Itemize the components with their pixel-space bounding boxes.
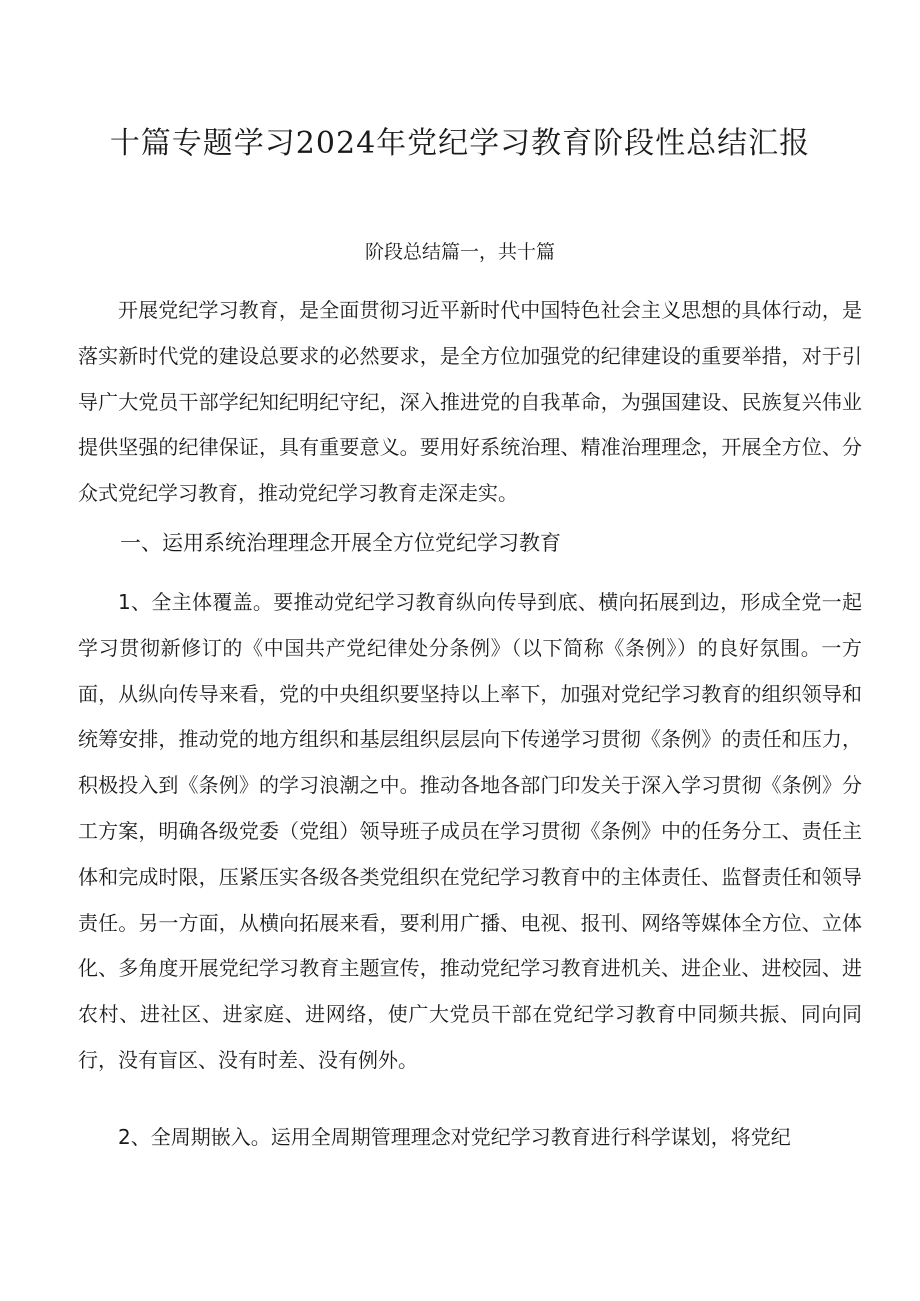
item-paragraph-1: [78, 580, 862, 1084]
document-subtitle: 阶段总结篇一，共十篇: [364, 241, 555, 263]
item-heading-1: 1、全主体覆盖。: [118, 590, 274, 614]
item-paragraph-2: [78, 1115, 862, 1161]
item-heading-2: 2、全周期嵌入。: [118, 1125, 271, 1149]
item-body-2: 运用全周期管理理念对党纪学习教育进行科学谋划，将党纪: [270, 1125, 791, 1149]
intro-paragraph: 开展党纪学习教育，是全面贯彻习近平新时代中国特色社会主义思想的具体行动，是落实新时代党的建设总要求的必然要求，是全方位加强党的纪律建设的重要举措，对于引导广大党员干部学纪知纪明纪守纪，深入推进党的自我革命，为强国建设、民族复兴伟业提供坚强的纪律保证，具有重要意义。要用好系统治理、精准治理理念，开展全方位、分众式党纪学习教育，推动党纪学习教育走深走实。: [78, 298, 862, 506]
item-body-1: 要推动党纪学习教育纵向传导到底、横向拓展到边，形成全党一起学习贯彻新修订的《中国共产党纪律处分条例》（以下简称《条例》）的良好氛围。一方面，从纵向传导来看，党的中央组织要坚持以上率下，加强对党纪学习教育的组织领导和统筹安排，推动党的地方组织和基层组织层层向下传递学习贯彻《条例》的责任和压力，积极投入到《条例》的学习浪潮之中。推动各地各部门印发关于深入学习贯彻《条例》分工方案，明确各级党委（党组）领导班子成员在学习贯彻《条例》中的任务分工、责任主体和完成时限，压紧压实各级各类党组织在党纪学习教育中的主体责任、监督责任和领导责任。另一方面，从横向拓展来看，要利用广播、电视、报刊、网络等媒体全方位、立体化、多角度开展党纪学习教育主题宣传，推动党纪学习教育进机关、进企业、进校园、进农村、进社区、进家庭、进网络，使广大党员干部在党纪学习教育中同频共振、同向同行，没有盲区、没有时差、没有例外。: [78, 590, 862, 1072]
section-heading-1: 一、运用系统治理理念开展全方位党纪学习教育: [120, 531, 561, 555]
document-title: 十篇专题学习2024年党纪学习教育阶段性总结汇报: [109, 126, 811, 161]
